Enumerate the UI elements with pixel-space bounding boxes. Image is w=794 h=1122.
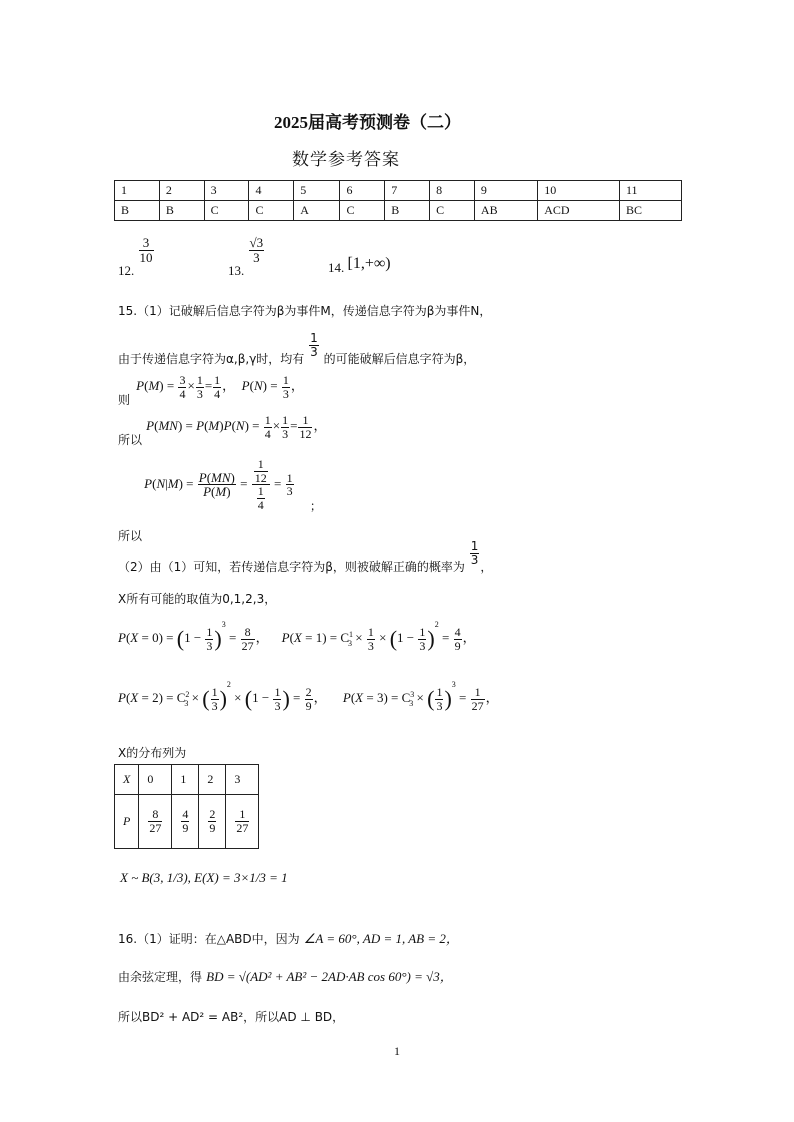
answer-number: 6	[340, 181, 385, 201]
q15-px2-px3: $P(X = 2) = C^2_3$ × ( $\frac{1}{3}$ )$^2$ × (1 − $\frac{1}{3}$ ) = $\frac{2}{9}$ ， $P(X = 3) = C^3_3$ × ( $\frac{1}{3}$ )$^3$ = $\frac{1}{27}$ ，	[118, 679, 499, 713]
answer-14	[328, 255, 391, 273]
distribution-p-cell: $\frac{1}{27}$	[226, 795, 259, 849]
answer-number: 8	[430, 181, 475, 201]
distribution-header-cell: X	[115, 765, 139, 795]
answer-14-value: [1,+∞)	[347, 255, 391, 272]
answer-13-denominator: 3	[253, 249, 260, 265]
q15-reason-b: 的可能破解后信息字符为β，	[323, 351, 476, 366]
q15-values: X所有可能的取值为0,1,2,3，	[118, 592, 277, 606]
answer-choice: C	[340, 201, 385, 221]
answer-choice: B	[115, 201, 160, 221]
answer-table-choices-row	[115, 201, 682, 221]
answer-12-denominator: 10	[139, 249, 153, 265]
distribution-header-cell: 3	[226, 765, 259, 795]
answer-number: 5	[294, 181, 340, 201]
answer-number: 9	[474, 181, 537, 201]
q15-conclusion: X ~ B(3, 1/3), E(X) = 3×1/3 = 1	[120, 870, 288, 885]
answer-choice: A	[294, 201, 340, 221]
answer-choice: B	[385, 201, 430, 221]
q15-pm-formula: P(M) = $\frac{3}{4}$ × $\frac{1}{3}$ = $\frac{1}{4}$ ， P(N) = $\frac{1}{3}$ ，	[136, 373, 304, 401]
answer-number: 2	[159, 181, 204, 201]
page-subtitle: 数学参考答案	[292, 150, 400, 170]
q16-line1-text: 16.（1）证明：在△ABD中，因为	[118, 932, 300, 946]
q16-line2-text: 由余弦定理，得	[118, 970, 203, 984]
answer-12-value	[139, 236, 154, 264]
q15-part2-fraction: $\frac{1}{3}$	[470, 539, 479, 567]
answer-13-value	[249, 236, 265, 264]
answer-number: 3	[204, 181, 249, 201]
page-number: 1	[394, 1044, 400, 1058]
q16-line2-formula: BD = √(AD² + AB² − 2AD·AB cos 60°) = √3，	[206, 969, 453, 984]
answer-number: 11	[619, 181, 681, 201]
answer-13-numerator: √3	[249, 235, 264, 250]
q15-reason-a: 由于传递信息字符为α,β,γ时，均有	[118, 351, 305, 366]
answer-13	[228, 235, 265, 279]
q15-reason-fraction: $\frac{1}{3}$	[310, 331, 318, 359]
distribution-p-cell: $\frac{2}{9}$	[199, 795, 226, 849]
q15-dist-intro: X的分布列为	[118, 746, 187, 760]
q15-reason	[118, 331, 476, 366]
distribution-header-row	[115, 765, 259, 795]
distribution-p-label: P	[115, 795, 139, 849]
answer-number: 10	[538, 181, 620, 201]
q15-pmn-formula: P(MN) = P(M)P(N) = $\frac{1}{4}$ × $\frac{1}{3}$ = $\frac{1}{12}$ ，	[146, 413, 327, 441]
q15-pmn	[118, 413, 327, 448]
answer-choice: ACD	[538, 201, 620, 221]
q16-line3: 所以BD² + AD² = AB²，所以AD ⊥ BD，	[118, 1010, 345, 1024]
distribution-header-cell: 1	[172, 765, 199, 795]
distribution-p-cell: $\frac{8}{27}$	[139, 795, 172, 849]
answer-12-numerator: 3	[139, 236, 154, 251]
distribution-p-row	[115, 795, 259, 849]
q15-then	[118, 373, 304, 408]
q15-then-label: 则	[118, 393, 131, 408]
answer-number: 1	[115, 181, 160, 201]
q16-line1-formula: ∠A = 60°, AD = 1, AB = 2，	[303, 931, 459, 946]
q15-part2-text: （2）由（1）可知，若传递信息字符为β，则被破解正确的概率为	[118, 559, 465, 574]
answer-number: 4	[249, 181, 294, 201]
answer-12	[118, 235, 155, 279]
distribution-p-cell: $\frac{4}{9}$	[172, 795, 199, 849]
answer-table	[114, 180, 682, 221]
answer-table-numbers-row	[115, 181, 682, 201]
q15-conditional-formula: P(N|M) = $\frac{P(MN)}{P(M)}$ = $\frac{\frac{1}{12}}{\frac{1}{4}}$ = $\frac{1}{3}$	[144, 457, 293, 512]
answer-number: 7	[385, 181, 430, 201]
answer-13-label: 13.	[228, 263, 245, 279]
q15-conditional: 所以 P(N|M) = $\frac{P(MN)}{P(M)}$ = $\frac{\frac{1}{12}}{\frac{1}{4}}$ = $\frac{1}{3}$ ；	[118, 457, 322, 543]
answer-12-label: 12.	[118, 263, 135, 279]
q15-so-label-1: 所以	[118, 433, 143, 448]
answer-choice: B	[159, 201, 204, 221]
q15-part2-intro: （2）由（1）可知，若传递信息字符为β，则被破解正确的概率为 $\frac{1}{3}$ ，	[118, 539, 493, 574]
answer-choice: BC	[619, 201, 681, 221]
answer-14-label: 14.	[328, 260, 345, 275]
answer-choice: C	[249, 201, 294, 221]
answer-choice: AB	[474, 201, 537, 221]
q15-px0-px1: P(X = 0) = (1 − $\frac{1}{3}$ )$^3$ = $\frac{8}{27}$ ， $P(X = 1) = C^1_3$ × $\frac{1}{3}$ × (1 − $\frac{1}{3}$ )$^2$ = $\frac{4}{9}$ ，	[118, 619, 476, 653]
page-title: 2025届高考预测卷（二）	[274, 113, 461, 132]
distribution-header-cell: 2	[199, 765, 226, 795]
q15-intro: 15.（1）记破解后信息字符为β为事件M，传递信息字符为β为事件N，	[118, 304, 492, 318]
distribution-header-cell: 0	[139, 765, 172, 795]
answer-choice: C	[204, 201, 249, 221]
distribution-table	[114, 764, 259, 849]
q16-line1	[118, 928, 459, 947]
q15-so-label-2: 所以	[118, 528, 143, 543]
answer-choice: C	[430, 201, 475, 221]
q16-line2	[118, 966, 453, 985]
